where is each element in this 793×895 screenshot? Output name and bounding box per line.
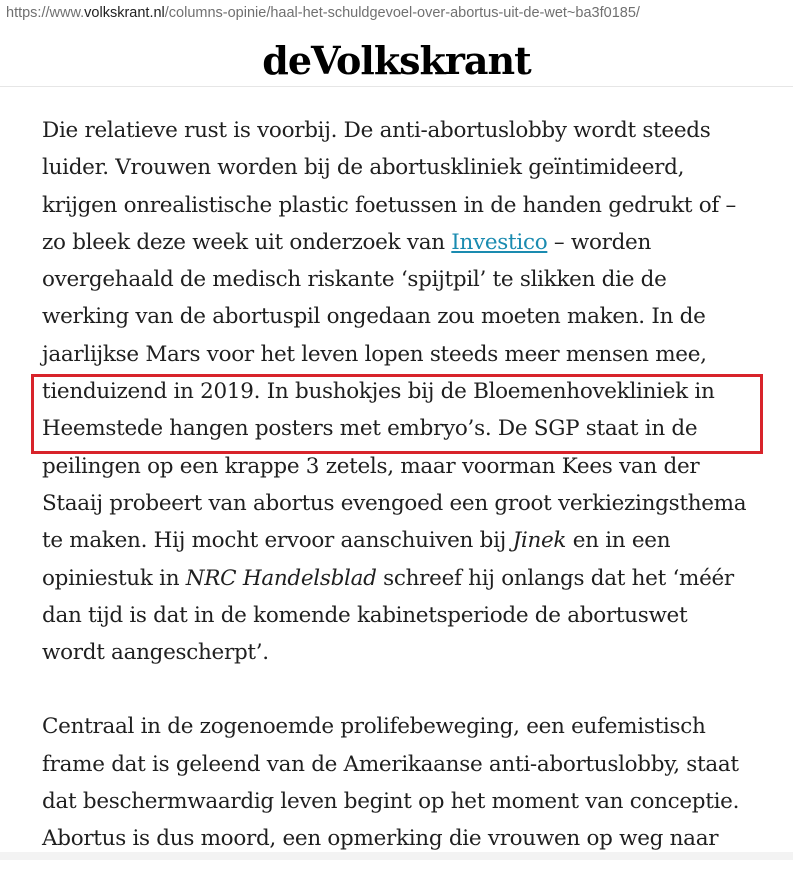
text-line <box>42 522 782 559</box>
emphasis-jinek: Jinek <box>512 528 567 554</box>
address-bar[interactable] <box>0 0 793 30</box>
masthead-logo[interactable]: deVolkskrant <box>262 38 531 83</box>
url-host: volkskrant.nl <box>84 5 165 21</box>
text-line: Centraal in de zogenoemde prolifebeweging, een eufemistisch <box>42 714 706 740</box>
text-line: dan tijd is dat in de komende kabinetsperiode de abortuswet <box>42 602 688 628</box>
text-line: overgehaald de medisch riskante ‘spijtpil’ te slikken die de <box>42 267 667 293</box>
url-prefix: https://www. <box>6 5 85 21</box>
text-line: dat beschermwaardig leven begint op het moment van conceptie. <box>42 789 740 815</box>
url-path: /columns-opinie/haal-het-schuldgevoel-over-abortus-uit-de-wet~ba3f0185/ <box>164 5 640 21</box>
highlighted-text-line: Heemstede hangen posters met embryo’s. De SGP staat in de <box>42 416 698 442</box>
text-line: frame dat is geleend van de Amerikaanse anti-abortuslobby, staat <box>42 751 739 777</box>
text-segment: zo bleek deze week uit onderzoek van <box>42 229 452 255</box>
highlighted-text-line: tienduizend in 2019. In bushokjes bij de Bloemenhovekliniek in <box>42 379 715 405</box>
text-line: Abortus is dus moord, een opmerking die vrouwen op weg naar <box>42 826 719 852</box>
text-line: luider. Vrouwen worden bij de abortuskliniek geïntimideerd, <box>42 155 685 181</box>
highlight-box <box>31 374 763 454</box>
text-line: jaarlijkse Mars voor het leven lopen steeds meer mensen mee, <box>42 341 707 367</box>
text-line <box>42 224 782 261</box>
header-divider <box>0 86 793 87</box>
investico-link[interactable]: Investico <box>451 229 548 255</box>
text-line: werking van de abortuspil ongedaan zou moeten maken. In de <box>42 304 706 330</box>
bottom-edge <box>0 852 793 860</box>
emphasis-nrc: NRC Handelsblad <box>185 565 377 591</box>
text-line: Die relatieve rust is voorbij. De anti-abortuslobby wordt steeds <box>42 118 711 143</box>
text-line: krijgen onrealistische plastic foetussen in de handen gedrukt of – <box>42 192 736 218</box>
text-segment: te maken. Hij mocht ervoor aanschuiven bij <box>42 528 513 554</box>
text-line <box>42 560 782 597</box>
text-line: Staaij probeert van abortus evengoed een groot verkiezingsthema <box>42 490 747 516</box>
text-line: wordt aangescherpt’. <box>42 640 269 666</box>
article-body <box>42 112 782 895</box>
article-paragraph-2 <box>42 708 782 857</box>
text-segment: en in een <box>566 528 671 554</box>
text-segment: schreef hij onlangs dat het ‘méér <box>376 565 734 591</box>
text-segment: opiniestuk in <box>42 565 186 591</box>
text-line: peilingen op een krappe 3 zetels, maar voorman Kees van der <box>42 453 700 479</box>
text-segment: – worden <box>547 229 652 255</box>
